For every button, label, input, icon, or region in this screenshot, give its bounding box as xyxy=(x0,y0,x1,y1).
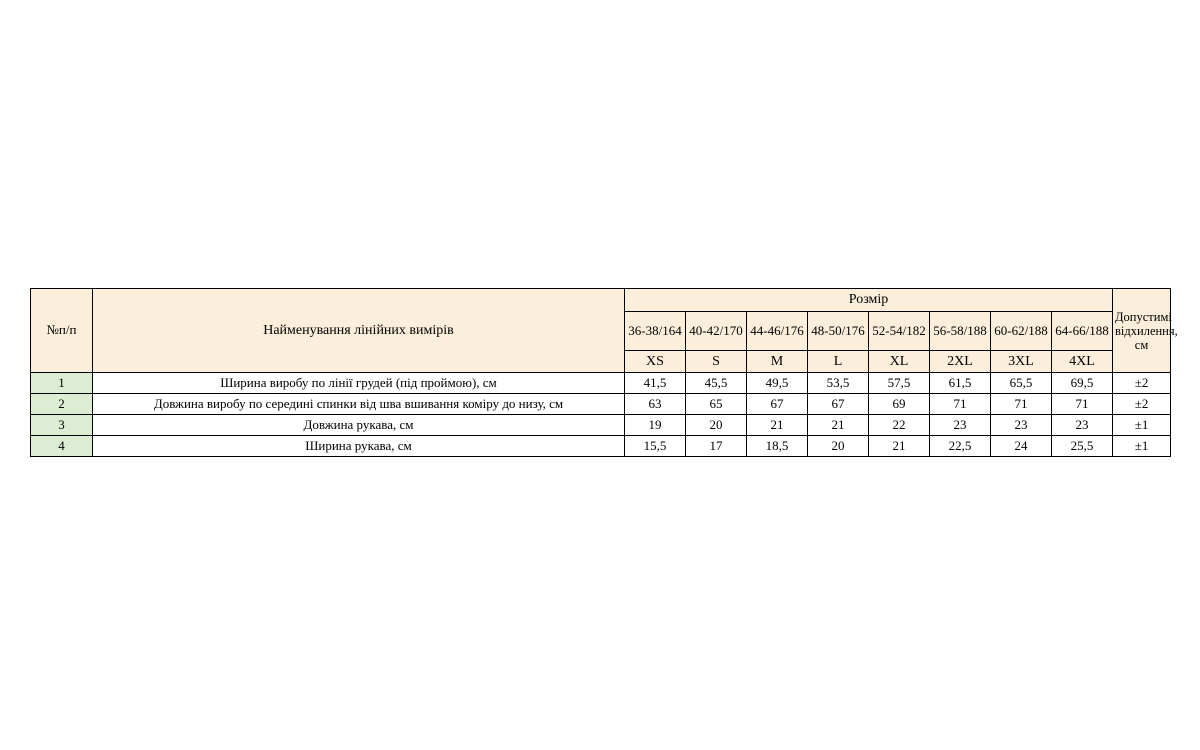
row-value-2xl: 23 xyxy=(930,415,991,436)
row-value-l: 53,5 xyxy=(808,373,869,394)
table-row xyxy=(31,436,1171,457)
row-tolerance: ±2 xyxy=(1113,394,1171,415)
row-index: 3 xyxy=(31,415,93,436)
row-value-4xl: 25,5 xyxy=(1052,436,1113,457)
header-size-numeric-4xl: 64-66/188 xyxy=(1052,312,1113,351)
header-measurement-name: Найменування лінійних вимірів xyxy=(93,289,625,373)
row-value-m: 18,5 xyxy=(747,436,808,457)
table-body xyxy=(31,373,1171,457)
row-index: 1 xyxy=(31,373,93,394)
size-chart-container xyxy=(30,288,1178,457)
row-value-xl: 22 xyxy=(869,415,930,436)
row-value-3xl: 24 xyxy=(991,436,1052,457)
row-value-4xl: 71 xyxy=(1052,394,1113,415)
table-header xyxy=(31,289,1178,373)
row-value-xs: 19 xyxy=(625,415,686,436)
row-measurement-name: Довжина виробу по середині спинки від шва вшивання коміру до низу, см xyxy=(93,394,625,415)
row-value-4xl: 23 xyxy=(1052,415,1113,436)
row-value-l: 20 xyxy=(808,436,869,457)
header-size-numeric-xs: 36-38/164 xyxy=(625,312,686,351)
row-value-2xl: 61,5 xyxy=(930,373,991,394)
row-value-xl: 69 xyxy=(869,394,930,415)
header-size-letter-m: M xyxy=(747,351,808,373)
row-index: 2 xyxy=(31,394,93,415)
row-measurement-name: Ширина виробу по лінії грудей (під проймою), см xyxy=(93,373,625,394)
header-size-numeric-m: 44-46/176 xyxy=(747,312,808,351)
header-size-group: Розмір xyxy=(625,289,1113,312)
row-value-2xl: 71 xyxy=(930,394,991,415)
header-size-letter-3xl: 3XL xyxy=(991,351,1052,373)
table-row xyxy=(31,394,1171,415)
table-row xyxy=(31,373,1171,394)
row-value-l: 21 xyxy=(808,415,869,436)
row-tolerance: ±1 xyxy=(1113,415,1171,436)
header-tolerance: Допустимі відхилення, см xyxy=(1113,289,1171,373)
header-size-letter-2xl: 2XL xyxy=(930,351,991,373)
row-value-xs: 15,5 xyxy=(625,436,686,457)
row-value-s: 65 xyxy=(686,394,747,415)
header-row-number: №п/п xyxy=(31,289,93,373)
row-value-xl: 21 xyxy=(869,436,930,457)
row-tolerance: ±2 xyxy=(1113,373,1171,394)
row-index: 4 xyxy=(31,436,93,457)
row-measurement-name: Ширина рукава, см xyxy=(93,436,625,457)
row-tolerance: ±1 xyxy=(1113,436,1171,457)
table-row xyxy=(31,415,1171,436)
header-size-letter-xl: XL xyxy=(869,351,930,373)
header-size-letter-xs: XS xyxy=(625,351,686,373)
row-value-m: 21 xyxy=(747,415,808,436)
row-value-3xl: 65,5 xyxy=(991,373,1052,394)
header-size-numeric-l: 48-50/176 xyxy=(808,312,869,351)
size-chart-table xyxy=(30,288,1178,457)
row-value-m: 49,5 xyxy=(747,373,808,394)
header-size-letter-l: L xyxy=(808,351,869,373)
row-value-xl: 57,5 xyxy=(869,373,930,394)
row-value-s: 20 xyxy=(686,415,747,436)
row-value-m: 67 xyxy=(747,394,808,415)
row-value-3xl: 23 xyxy=(991,415,1052,436)
row-value-s: 17 xyxy=(686,436,747,457)
header-size-numeric-s: 40-42/170 xyxy=(686,312,747,351)
row-value-xs: 41,5 xyxy=(625,373,686,394)
row-value-s: 45,5 xyxy=(686,373,747,394)
header-size-letter-s: S xyxy=(686,351,747,373)
header-size-letter-4xl: 4XL xyxy=(1052,351,1113,373)
row-value-2xl: 22,5 xyxy=(930,436,991,457)
header-size-numeric-xl: 52-54/182 xyxy=(869,312,930,351)
row-value-l: 67 xyxy=(808,394,869,415)
row-measurement-name: Довжина рукава, см xyxy=(93,415,625,436)
row-value-4xl: 69,5 xyxy=(1052,373,1113,394)
header-size-numeric-3xl: 60-62/188 xyxy=(991,312,1052,351)
header-row-group xyxy=(31,289,1171,312)
header-size-numeric-2xl: 56-58/188 xyxy=(930,312,991,351)
row-value-xs: 63 xyxy=(625,394,686,415)
row-value-3xl: 71 xyxy=(991,394,1052,415)
